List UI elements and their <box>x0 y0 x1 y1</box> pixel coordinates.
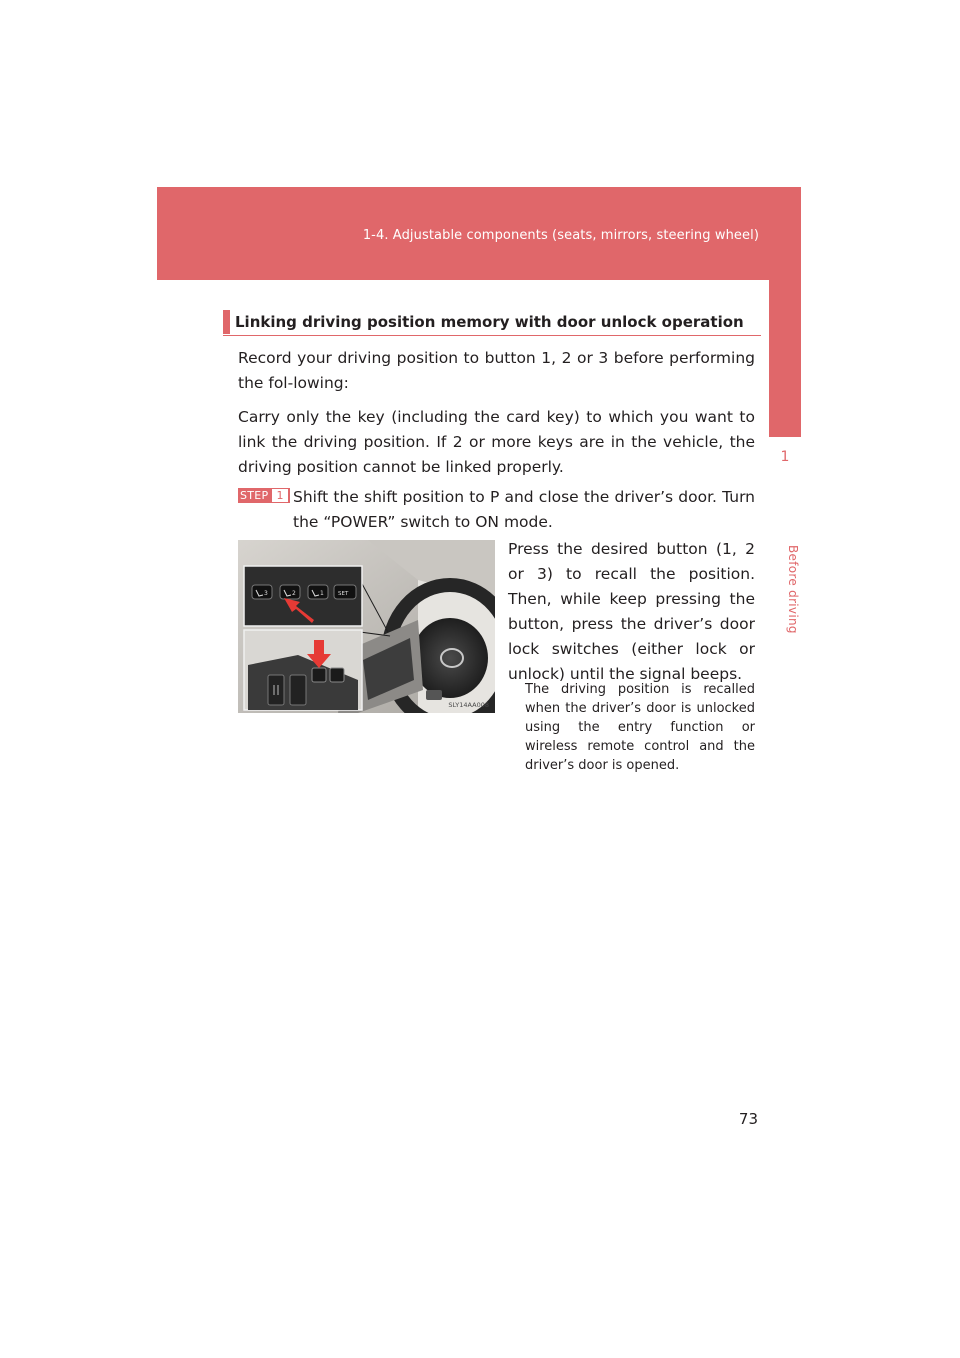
step-2-text: Press the desired button (1, 2 or 3) to recall the position. Then, while keep pressing the button, press the driver’s door lock switches (either lock or unlock) until the signal beeps. <box>508 540 755 683</box>
step-1-text: Shift the shift position to P and close the driver’s door. Turn the “POWER” switch to ON mode. <box>293 488 755 531</box>
chapter-title: 1-4. Adjustable components (seats, mirrors, steering wheel) <box>362 228 759 243</box>
memory-button-1-label: 1 <box>320 590 324 597</box>
steering-wheel-memory-switch-figure <box>238 540 495 713</box>
note-text: The driving position is recalled when the driver’s door is unlocked using the entry function or wireless remote control and the driver’s door is opened. <box>525 682 755 773</box>
figure-illustration <box>238 540 495 713</box>
side-tab-label: Before driving <box>786 545 800 634</box>
step-number: 1 <box>272 489 288 502</box>
header-band <box>157 187 801 280</box>
section-heading <box>223 310 761 336</box>
memory-button-2-label: 2 <box>292 590 296 597</box>
memory-set-button-label: SET <box>338 591 349 597</box>
section-heading-text: Linking driving position memory with door unlock operation <box>235 313 744 331</box>
heading-marker <box>223 310 230 334</box>
memory-button-3-label: 3 <box>264 590 268 597</box>
step-1-badge <box>238 488 290 503</box>
side-tab <box>769 280 801 437</box>
figure-code: SLY14AA008 <box>448 701 489 709</box>
intro-paragraph-2: Carry only the key (including the card key) to which you want to link the driving position. If 2 or more keys are in the vehicle, the driving position cannot be linked properly. <box>238 408 755 476</box>
side-tab-number: 1 <box>780 449 790 465</box>
page-number: 73 <box>738 1110 758 1128</box>
step-label: STEP <box>240 489 269 502</box>
intro-paragraph-1: Record your driving position to button 1, 2 or 3 before performing the fol-lowing: <box>238 349 755 392</box>
